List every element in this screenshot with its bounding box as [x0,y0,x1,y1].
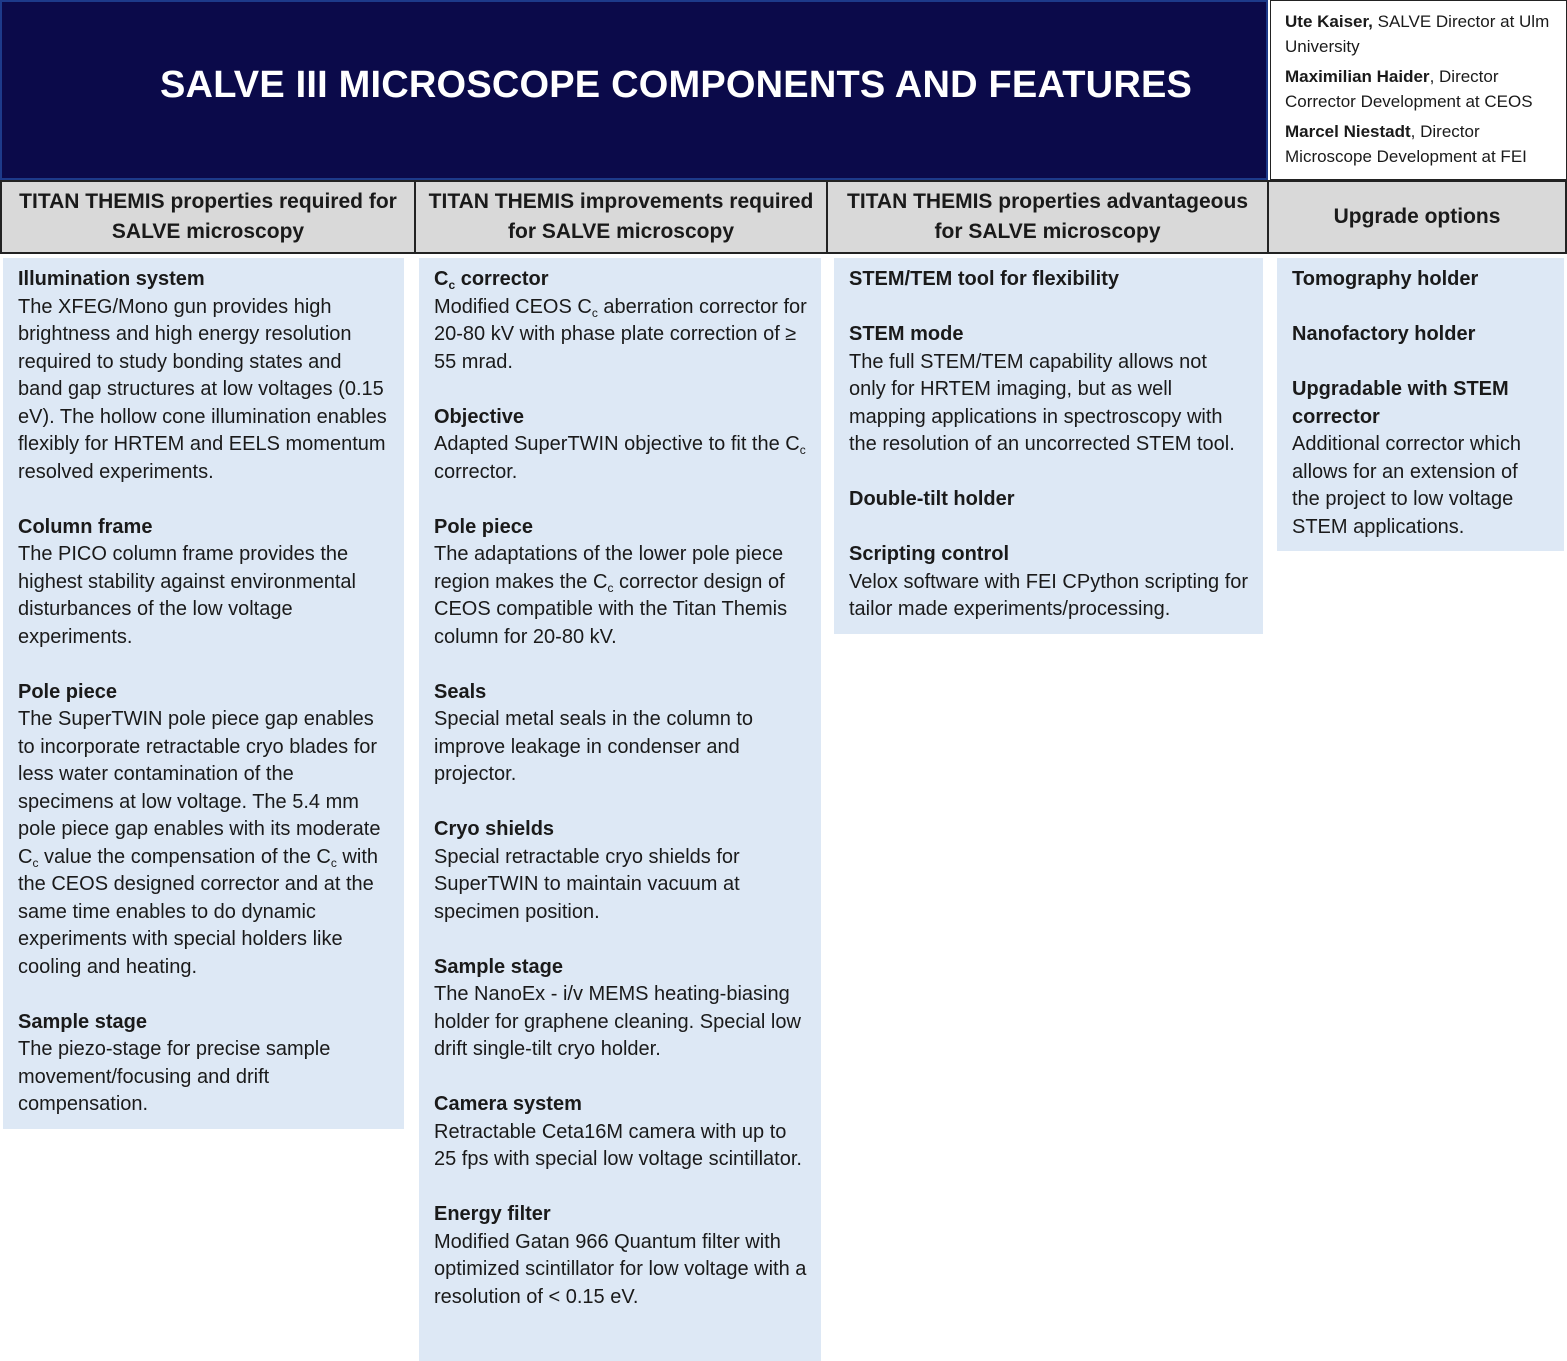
feature-description: The piezo-stage for precise sample movement/focusing and drift compensation. [18,1038,331,1115]
feature-item [18,266,390,486]
feature-item [434,404,807,487]
author-entry [1285,64,1556,114]
feature-description: Modified Gatan 966 Quantum filter with optimized scintillator for low voltage with a resolution of < 0.15 eV. [434,1230,807,1308]
column-header-required: TITAN THEMIS properties required for SALVE microscopy [0,180,416,254]
feature-item [18,1009,390,1119]
feature-description: Retractable Ceta16M camera with up to 25 fps with special low voltage scintillator. [434,1120,802,1170]
feature-item [18,679,390,982]
column-header-improvements: TITAN THEMIS improvements required for SALVE microscopy [414,180,828,254]
feature-item [434,679,807,789]
feature-description: The PICO column frame provides the highest stability against environmental disturbances of the low voltage experiments. [18,543,356,648]
column-upgrades [1277,258,1564,551]
feature-description: The XFEG/Mono gun provides high brightness and high energy resolution required to study bonding states and band gap structures at low voltages (0.15 eV). The hollow cone illumination enables flexibly for HRTEM and EELS momentum resolved experiments. [18,295,387,483]
feature-title: Nanofactory holder [1292,323,1476,345]
feature-item [849,541,1249,624]
feature-title: Pole piece [434,515,533,538]
feature-title: Sample stage [434,955,563,978]
feature-description: Special retractable cryo shields for SuperTWIN to maintain vacuum at specimen position. [434,845,740,923]
feature-description: The SuperTWIN pole piece gap enables to incorporate retractable cryo blades for less water contamination of the specimens at low voltage. The 5.4 mm pole piece gap enables with its moderate $C_c$ value the compensation of the $C_c$ with the CEOS designed corrector and at the same time enables to do dynamic experiments with special holders like cooling and heating. [18,708,381,978]
author-name: Maximilian Haider [1285,67,1430,86]
feature-item [849,266,1249,294]
feature-title: Objective [434,405,525,428]
author-role: , Director Microscope Development at FEI [1285,122,1527,166]
title-banner [0,0,1268,180]
feature-title: Camera system [434,1093,582,1115]
author-name: Ute Kaiser, [1285,12,1373,31]
feature-title: Illumination system [18,268,205,290]
feature-item [434,266,807,376]
feature-description: Additional corrector which allows for an extension of the project to low voltage STEM applications. [1292,433,1521,538]
author-entry [1285,119,1556,169]
author-name: Marcel Niestadt [1285,122,1411,141]
feature-description: Special metal seals in the column to improve leakage in condenser and projector. [434,708,754,785]
feature-title: Sample stage [18,1010,147,1033]
column-required [3,258,404,1129]
author-role: SALVE Director at Ulm University [1285,12,1550,56]
feature-item [1292,321,1550,349]
feature-title: Cryo shields [434,818,555,840]
feature-title: Seals [434,680,487,703]
feature-title: Tomography holder [1292,268,1479,290]
feature-title: Column frame [18,515,153,538]
feature-description: Adapted SuperTWIN objective to fit the $C_c$ corrector. [434,433,806,483]
feature-title: Scripting control [849,543,1009,565]
feature-item [849,486,1249,514]
authors-box [1270,0,1567,180]
author-role: , Director Corrector Development at CEOS [1285,67,1533,111]
feature-item [434,514,807,652]
column-header-advantageous: TITAN THEMIS properties advantageous for SALVE microscopy [826,180,1269,254]
feature-description: The NanoEx - i/v MEMS heating-biasing holder for graphene cleaning. Special low drift single-tilt cryo holder. [434,983,801,1060]
feature-title: STEM mode [849,323,964,345]
feature-description: The adaptations of the lower pole piece region makes the $C_c$ corrector design of CEOS compatible with the Titan Themis column for 20-80 kV. [434,543,788,648]
feature-item [849,321,1249,459]
feature-item [18,514,390,652]
feature-item [434,1201,807,1311]
page-title: SALVE III MICROSCOPE COMPONENTS AND FEATURES [160,64,1193,106]
feature-item [1292,266,1550,294]
feature-title: Upgradable with STEM corrector [1292,378,1509,428]
column-improvements [419,258,821,1361]
feature-item [434,954,807,1064]
feature-description: Velox software with FEI CPython scripting for tailor made experiments/processing. [849,570,1249,620]
feature-title: STEM/TEM tool for flexibility [849,268,1119,290]
column-advantageous [834,258,1263,634]
feature-title: Energy filter [434,1203,551,1225]
feature-title: Double-tilt holder [849,488,1015,510]
feature-title: Pole piece [18,680,117,703]
author-entry [1285,9,1556,59]
column-header-upgrades: Upgrade options [1267,180,1567,254]
feature-description: Modified CEOS $C_c$ aberration corrector for 20-80 kV with phase plate correction of ≥ 55 mrad. [434,295,807,373]
feature-item [434,1091,807,1174]
feature-title: $C_c$ corrector [434,268,549,292]
feature-description: The full STEM/TEM capability allows not only for HRTEM imaging, but as well mapping applications in spectroscopy with the resolution of an uncorrected STEM tool. [849,350,1235,455]
feature-item [434,816,807,926]
feature-item [1292,376,1550,541]
